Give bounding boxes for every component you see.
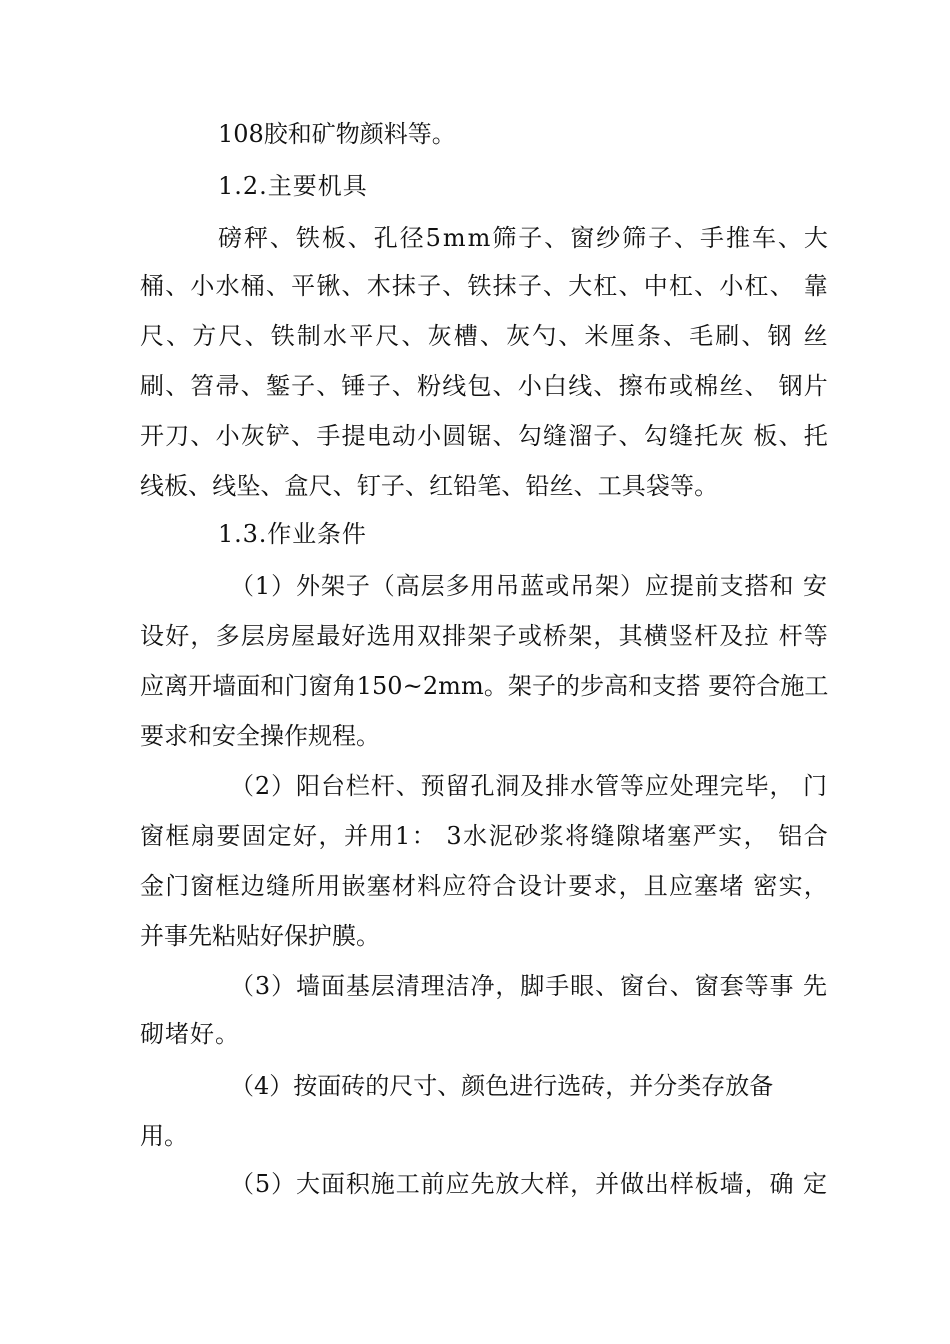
text-line-13: 要求和安全操作规程。 [140, 722, 380, 750]
text-line-20: （4）按面砖的尺寸、颜色进行选砖，并分类存放备 [230, 1072, 774, 1100]
text-line-17: 并事先粘贴好保护膜。 [140, 922, 380, 950]
text-line-21: 用。 [140, 1122, 188, 1150]
text-line-10: （1）外架子（高层多用吊蓝或吊架）应提前支搭和 安 [230, 572, 828, 600]
text-line-16: 金门窗框边缝所用嵌塞材料应符合设计要求，且应塞堵 密实， [140, 872, 829, 900]
text-line-18: （3）墙面基层清理洁净，脚手眼、窗台、窗套等事 先 [230, 972, 828, 1000]
text-line-1: 108胶和矿物颜料等。 [218, 120, 456, 148]
text-line-12: 应离开墙面和门窗角150~2mm。架子的步高和支搭 要符合施工 [140, 672, 829, 700]
text-line-11: 设好，多层房屋最好选用双排架子或桥架，其横竖杆及拉 杆等 [140, 622, 829, 650]
text-line-7: 开刀、小灰铲、手提电动小圆锯、勾缝溜子、勾缝托灰 板、托 [140, 422, 829, 450]
section-heading-1-3: 1.3.作业条件 [218, 520, 367, 548]
text-line-4: 桶、小水桶、平锹、木抹子、铁抹子、大杠、中杠、小杠、 靠 [140, 272, 829, 300]
text-line-14: （2）阳台栏杆、预留孔洞及排水管等应处理完毕， 门 [230, 772, 828, 800]
text-line-22: （5）大面积施工前应先放大样，并做出样板墙，确 定 [230, 1170, 828, 1198]
text-line-6: 刷、笤帚、錾子、锤子、粉线包、小白线、擦布或棉丝、 钢片 [140, 372, 829, 400]
section-heading-1-2: 1.2.主要机具 [218, 172, 368, 200]
text-line-3: 磅秤、铁板、孔径5mm筛子、窗纱筛子、手推车、大 [218, 224, 830, 252]
text-line-8: 线板、线坠、盒尺、钉子、红铅笔、铅丝、工具袋等。 [140, 472, 719, 500]
text-line-19: 砌堵好。 [140, 1020, 240, 1048]
text-line-15: 窗框扇要固定好，并用1： 3水泥砂浆将缝隙堵塞严实， 铝合 [140, 822, 830, 850]
text-line-5: 尺、方尺、铁制水平尺、灰槽、灰勺、米厘条、毛刷、钢 丝 [140, 322, 830, 350]
